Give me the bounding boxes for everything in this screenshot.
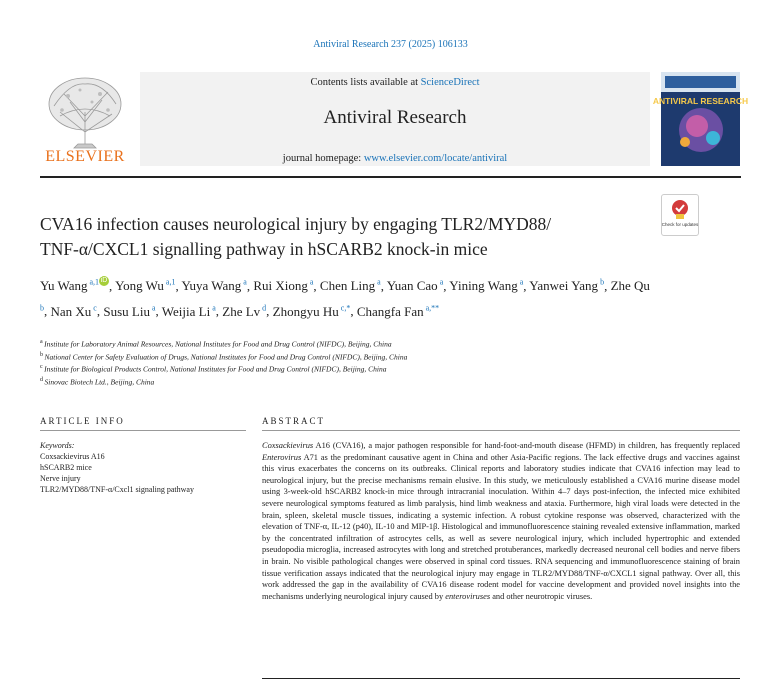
affiliation-sup: a <box>40 339 45 345</box>
author-name[interactable] <box>449 278 523 293</box>
author-separator: , <box>246 278 254 294</box>
keyword-item: Nerve injury <box>40 474 81 483</box>
author-name-text: Rui Xiong <box>253 278 308 294</box>
homepage-link[interactable]: www.elsevier.com/locate/antiviral <box>363 153 508 164</box>
author-separator: , <box>109 278 116 294</box>
author-name-text: Yining Wang <box>449 278 518 294</box>
abstract-bottom-divider <box>262 678 740 679</box>
author-name-text: Nan Xu <box>50 303 92 319</box>
affiliation-list <box>40 337 690 387</box>
author-affiliation-sup[interactable]: d <box>260 303 267 313</box>
author-separator: , <box>215 303 223 319</box>
check-label: Check for updates <box>661 222 699 227</box>
affiliation-item <box>40 350 690 363</box>
author-name-text: Chen Ling <box>319 278 376 294</box>
author-separator: , <box>266 303 273 319</box>
author-name[interactable] <box>529 278 604 293</box>
journal-cover-image-icon[interactable] <box>652 72 749 166</box>
author-separator: , <box>443 278 450 294</box>
author-name-text: Yuya Wang <box>181 278 242 294</box>
author-name[interactable] <box>162 304 216 319</box>
author-name[interactable] <box>273 304 351 319</box>
check-for-updates-button[interactable] <box>661 194 699 236</box>
article-title <box>40 212 640 262</box>
abstract-text: Coxsackievirus A16 (CVA16), a major pathogen responsible for hand-foot-and-mouth disease (HFMD) in children, has frequently replaced Enterovirus A71 as the predominant causative agent in China and other Asia-Pacific regions. The lack effective drugs and vaccines against this virus exacerbates the concerns on its outbreaks. Clinical reports and laboratory studies indicate that CVA16 infection may lead to neurological injury, but the precise mechanisms remain elusive. In this study, we meticulously established a CVA16 murine disease model using 3-week-old hSCARB2 knock-in mice through intracranial inoculation. Within 4–7 days post-infection, the infected mice exhibited severe neurological symptoms featured as limb paralysis, hind limb weakness and ataxia. Furthermore, high viral loads were detected in the brain, spleen, skeletal muscle tissues, indicating a systemic infection. A robust cytokine response was observed, characterized with the elevation of TNF-α, IL-12 (p40), IL-10 and MIP-1β. Histological and immunofluorescence staining revealed extensive inflammation, marked by the concentrated infiltration of astrocytes cells, as well as severe neurological injury, which included hypertrophic and extended pseudopodia microglia, increased astrocytes with long and stretched protuberances, markedly decreased neuronal cell bodies and nerve fibers in brain. No visible pathological changes were observed in spinal cord tissues. RNA sequencing and immunofluorescence staining of brain tissue verification assays indicated that the neurological injury may engage in TLR2/MYD88/TNF-α/CXCL1 signal pathway. Over all, this work addressed the gap in the availability of CVA16 disease rodent model for vaccine development and provided novel insights into the mechanisms underlying neurological injury caused by enteroviruses and other neurotropic viruses. <box>262 441 740 601</box>
author-separator: , <box>96 303 104 319</box>
affiliation-item <box>40 337 690 350</box>
author-separator: , <box>380 278 387 294</box>
author-name[interactable] <box>51 304 97 319</box>
author-separator: , <box>350 303 357 319</box>
affiliation-item <box>40 375 690 388</box>
author-name[interactable] <box>253 278 313 293</box>
author-name-text: Zhongyu Hu <box>272 303 339 319</box>
author-name[interactable] <box>357 304 439 319</box>
author-separator: , <box>44 303 51 319</box>
affiliation-sup: d <box>40 376 45 383</box>
cover-title: ANTIVIRAL RESEARCH <box>652 96 749 106</box>
author-affiliation-sup[interactable]: c <box>91 303 97 313</box>
author-name-text: Susu Liu <box>103 303 150 319</box>
author-affiliation-sup[interactable]: a,** <box>423 303 440 313</box>
keyword-item: TLR2/MYD88/TNF-α/Cxcl1 signaling pathway <box>40 485 194 494</box>
elsevier-wordmark: ELSEVIER <box>45 148 125 165</box>
author-name-text: Changfa Fan <box>356 303 424 319</box>
author-affiliation-sup[interactable]: c,* <box>338 303 351 313</box>
author-name[interactable] <box>103 304 155 319</box>
author-name-text: Zhe Qu <box>610 278 650 294</box>
author-affiliation-sup[interactable]: a <box>241 278 247 287</box>
affiliation-text: Institute for Laboratory Animal Resources, National Institutes for Food and Drug Control (NIFDC), Beijing, China <box>44 339 392 349</box>
author-name-text: Yu Wang <box>40 278 88 294</box>
author-separator: , <box>155 303 162 319</box>
orcid-icon[interactable]: iD <box>100 277 108 284</box>
affiliation-sup: b <box>40 351 45 358</box>
keywords-label: Keywords: <box>40 441 75 450</box>
author-affiliation-sup[interactable]: b <box>598 278 605 287</box>
author-name[interactable] <box>182 278 247 293</box>
title-line-1: CVA16 infection causes neurological injury by engaging TLR2/MYD88/ <box>40 214 552 234</box>
author-separator: , <box>313 278 320 294</box>
author-separator: , <box>175 278 182 294</box>
article-info-divider <box>40 430 246 431</box>
abstract-heading: ABSTRACT <box>262 416 326 426</box>
author-separator: , <box>604 278 611 294</box>
homepage-prefix: journal homepage: <box>282 153 364 164</box>
author-affiliation-sup[interactable]: a <box>210 303 216 313</box>
sciencedirect-link[interactable]: ScienceDirect <box>420 77 480 88</box>
affiliation-text: Sinovac Biotech Ltd., Beijing, China <box>44 377 155 386</box>
author-name-text: Weijia Li <box>161 303 211 319</box>
author-name[interactable] <box>40 278 109 293</box>
author-list <box>40 273 650 322</box>
keyword-item: hSCARB2 mice <box>40 463 92 472</box>
author-affiliation-sup[interactable]: b <box>40 303 44 313</box>
affiliation-item <box>40 362 690 375</box>
keyword-item: Coxsackievirus A16 <box>40 452 105 461</box>
homepage-line <box>140 153 650 164</box>
author-name-text: Zhe Lv <box>222 303 261 319</box>
affiliation-text: National Center for Safety Evaluation of Drugs, National Institutes for Food and Drug Control (NIFDC), Beijing, China <box>44 352 408 361</box>
author-name-text: Yanwei Yang <box>529 278 599 294</box>
author-name[interactable] <box>222 304 266 319</box>
author-name[interactable] <box>320 278 381 293</box>
author-name[interactable] <box>387 278 443 293</box>
title-line-2: TNF-α/CXCL1 signalling pathway in hSCARB2 knock-in mice <box>40 239 488 259</box>
author-affiliation-sup[interactable]: a <box>149 303 156 313</box>
citation-link[interactable]: Antiviral Research 237 (2025) 106133 <box>313 39 468 50</box>
affiliation-text: Institute for Biological Products Control, National Institutes for Food and Drug Control (NIFDC), Beijing, China <box>44 364 387 374</box>
contents-prefix: Contents lists available at <box>310 77 421 88</box>
header-divider <box>40 176 741 178</box>
author-name-text: Yuan Cao <box>386 278 438 294</box>
author-separator: , <box>523 278 530 294</box>
affiliation-sup: c <box>40 364 45 370</box>
author-name[interactable] <box>115 278 175 293</box>
author-affiliation-sup[interactable]: a <box>437 278 444 287</box>
author-name-text: Yong Wu <box>115 278 164 294</box>
article-info-heading: ARTICLE INFO <box>40 416 125 426</box>
journal-name: Antiviral Research <box>323 107 467 128</box>
author-affiliation-sup[interactable]: a,1 <box>87 278 100 287</box>
author-affiliation-sup[interactable]: a <box>517 278 524 287</box>
keywords-block <box>40 440 250 495</box>
contents-line <box>140 77 650 88</box>
author-affiliation-sup[interactable]: a,1 <box>163 278 176 287</box>
author-affiliation-sup[interactable]: a <box>307 278 314 287</box>
abstract-divider <box>262 430 740 431</box>
author-affiliation-sup[interactable]: a <box>375 278 381 287</box>
